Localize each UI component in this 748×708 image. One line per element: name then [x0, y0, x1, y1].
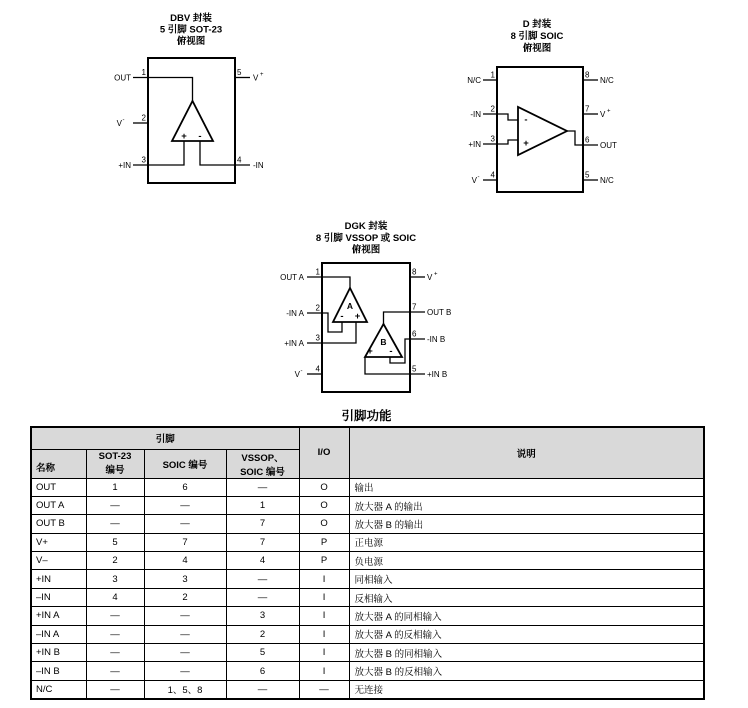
d-title-line1: D 封装: [522, 19, 552, 30]
cell-soic-number: —: [144, 625, 226, 643]
d-pin3-label: +IN: [468, 140, 481, 149]
cell-description: 反相输入: [349, 588, 704, 606]
dbv-pin4-number: 4: [237, 155, 242, 165]
cell-description: 无连接: [349, 680, 704, 698]
d-pin6-number: 6: [585, 135, 590, 145]
dbv-opamp-minus-sign: -: [198, 131, 202, 142]
dbv-pin5-label: V: [253, 73, 259, 83]
d-title-line3: 俯视图: [522, 43, 552, 54]
cell-sot23-number: —: [86, 607, 144, 625]
dgk-pin2-label: -IN A: [286, 309, 304, 318]
d-pin3-number: 3: [490, 134, 495, 144]
sot23-header-line1: SOT-23: [98, 451, 132, 462]
pin-functions-title: 引脚功能: [341, 409, 392, 423]
dbv-pin3-number: 3: [141, 155, 146, 165]
dbv-pin2-label-sup: -: [122, 117, 125, 124]
d-pin2-label: -IN: [470, 110, 481, 119]
cell-description: 同相输入: [349, 570, 704, 588]
sot23-header-line2: 编号: [105, 465, 125, 476]
dgk-package-diagram: [260, 218, 470, 400]
pin-table-body: [31, 478, 704, 699]
pin-table-row: [31, 588, 704, 606]
cell-io: P: [299, 533, 349, 551]
cell-vssop-number: —: [226, 570, 299, 588]
cell-vssop-number: 5: [226, 644, 299, 662]
d-pin2-number: 2: [490, 104, 495, 114]
pin-table-row: [31, 552, 704, 570]
cell-pin-name: –IN: [31, 588, 86, 606]
dgk-opamp-a-plus-sign: +: [354, 311, 361, 322]
cell-description: 负电源: [349, 552, 704, 570]
pin-table-row: [31, 662, 704, 680]
cell-sot23-number: 4: [86, 588, 144, 606]
d-pin8-label: N/C: [600, 76, 614, 85]
cell-io: —: [299, 680, 349, 698]
cell-description: 放大器 B 的输出: [349, 515, 704, 533]
cell-io: I: [299, 644, 349, 662]
dgk-title-line3: 俯视图: [351, 244, 381, 256]
cell-vssop-number: 6: [226, 662, 299, 680]
dbv-title-line2: 5 引脚 SOT-23: [159, 24, 223, 36]
cell-io: I: [299, 662, 349, 680]
dgk-pin6-label: -IN B: [427, 335, 446, 344]
dgk-opamp-b-name: B: [380, 337, 387, 347]
cell-io: O: [299, 478, 349, 496]
d-pin7-label-sup: +: [607, 108, 611, 115]
cell-sot23-number: 2: [86, 552, 144, 570]
d-soic-package-diagram: [450, 8, 640, 203]
cell-pin-name: N/C: [31, 680, 86, 698]
cell-sot23-number: 1: [86, 478, 144, 496]
cell-pin-name: –IN A: [31, 625, 86, 643]
soic-header: SOIC 编号: [144, 449, 226, 478]
d-pin1-number: 1: [490, 70, 495, 80]
cell-soic-number: —: [144, 496, 226, 514]
cell-pin-name: +IN: [31, 570, 86, 588]
d-pin6-label: OUT: [600, 141, 617, 150]
dgk-pin4-number: 4: [315, 364, 320, 374]
vssop-header: [226, 449, 299, 478]
pin-table-row: [31, 570, 704, 588]
dgk-pin1-label: OUT A: [280, 273, 304, 282]
d-opamp-minus-sign: -: [524, 114, 528, 126]
cell-soic-number: —: [144, 644, 226, 662]
dgk-pin3-number: 3: [315, 333, 320, 343]
io-header: I/O: [299, 427, 349, 478]
cell-vssop-number: 7: [226, 533, 299, 551]
dbv-pin1-label: OUT: [114, 73, 131, 83]
dgk-opamp-a-minus-sign: -: [340, 311, 344, 322]
d-pin4-label: V: [471, 176, 477, 185]
cell-vssop-number: 1: [226, 496, 299, 514]
cell-description: 正电源: [349, 533, 704, 551]
cell-description: 放大器 A 的反相输入: [349, 625, 704, 643]
sot23-header: [86, 449, 144, 478]
d-pin5-number: 5: [585, 170, 590, 180]
cell-description: 放大器 A 的输出: [349, 496, 704, 514]
pin-table-row: [31, 533, 704, 551]
dgk-pin6-number: 6: [412, 329, 417, 339]
dbv-pin5-label-sup: +: [260, 72, 264, 78]
cell-soic-number: 3: [144, 570, 226, 588]
cell-pin-name: OUT A: [31, 496, 86, 514]
dgk-pin3-label: +IN A: [284, 339, 304, 348]
dbv-title-line1: DBV 封装: [170, 13, 212, 24]
cell-pin-name: +IN B: [31, 644, 86, 662]
dgk-pin4-label-sup: -: [300, 368, 303, 375]
dgk-pin2-number: 2: [315, 303, 320, 313]
cell-io: O: [299, 496, 349, 514]
cell-description: 放大器 A 的同相输入: [349, 607, 704, 625]
pin-table-row: [31, 625, 704, 643]
pin-functions-table: [30, 426, 705, 700]
dgk-pin4-label: V: [294, 370, 300, 379]
dbv-pin3-label: +IN: [118, 161, 131, 170]
cell-pin-name: OUT B: [31, 515, 86, 533]
dbv-pin2-label: V: [116, 119, 122, 128]
cell-pin-name: –IN B: [31, 662, 86, 680]
cell-vssop-number: 4: [226, 552, 299, 570]
cell-soic-number: —: [144, 607, 226, 625]
cell-description: 放大器 B 的同相输入: [349, 644, 704, 662]
cell-soic-number: 4: [144, 552, 226, 570]
d-opamp-plus-sign: +: [523, 138, 529, 149]
dgk-pin5-label: +IN B: [427, 370, 448, 379]
dgk-package-outline: [322, 263, 410, 392]
d-pin7-number: 7: [585, 104, 590, 114]
description-header: 说明: [349, 427, 704, 478]
d-pin7-label: V: [600, 110, 606, 119]
vssop-header-line2: SOIC 编号: [240, 466, 285, 478]
pin-table-row: [31, 680, 704, 698]
cell-io: I: [299, 570, 349, 588]
cell-description: 放大器 B 的反相输入: [349, 662, 704, 680]
d-pin5-label: N/C: [600, 176, 614, 185]
cell-sot23-number: —: [86, 496, 144, 514]
cell-io: P: [299, 552, 349, 570]
dgk-pin5-number: 5: [412, 364, 417, 374]
cell-sot23-number: —: [86, 625, 144, 643]
dgk-pin7-line: [384, 312, 426, 324]
cell-soic-number: 6: [144, 478, 226, 496]
cell-sot23-number: —: [86, 680, 144, 698]
cell-description: 输出: [349, 478, 704, 496]
cell-vssop-number: 7: [226, 515, 299, 533]
dgk-pin1-number: 1: [315, 267, 320, 277]
dgk-pin7-label: OUT B: [427, 308, 452, 317]
dgk-pin8-label: V: [427, 273, 433, 282]
pin-table-row: [31, 607, 704, 625]
cell-pin-name: OUT: [31, 478, 86, 496]
cell-sot23-number: —: [86, 644, 144, 662]
dgk-title-line1: DGK 封装: [344, 221, 388, 232]
dbv-title-line3: 俯视图: [176, 36, 206, 47]
pin-table-row: [31, 478, 704, 496]
cell-sot23-number: 3: [86, 570, 144, 588]
d-pin8-number: 8: [585, 70, 590, 80]
pin-table-row: [31, 496, 704, 514]
dbv-package-outline: [148, 58, 235, 183]
pin-table-row: [31, 515, 704, 533]
dbv-opamp-plus-sign: +: [181, 131, 187, 142]
dgk-opamp-b-plus-sign: +: [367, 346, 373, 357]
cell-vssop-number: 2: [226, 625, 299, 643]
dbv-pin4-label: -IN: [253, 161, 264, 170]
dbv-pin4-line: [200, 141, 250, 165]
cell-pin-name: V+: [31, 533, 86, 551]
cell-soic-number: 7: [144, 533, 226, 551]
cell-soic-number: 2: [144, 588, 226, 606]
dgk-pin7-number: 7: [412, 302, 417, 312]
dgk-opamp-b-minus-sign: -: [389, 346, 393, 357]
dbv-pin5-number: 5: [237, 68, 242, 77]
dgk-pin6-line: [390, 339, 425, 363]
dgk-pin8-label-sup: +: [434, 271, 438, 278]
cell-sot23-number: —: [86, 662, 144, 680]
d-pin4-number: 4: [490, 170, 495, 180]
dgk-pin1-line: [307, 277, 350, 288]
dbv-pin1-number: 1: [141, 68, 146, 77]
cell-vssop-number: 3: [226, 607, 299, 625]
cell-pin-name: +IN A: [31, 607, 86, 625]
cell-soic-number: —: [144, 662, 226, 680]
d-pin1-label: N/C: [467, 76, 481, 85]
cell-vssop-number: —: [226, 588, 299, 606]
cell-io: I: [299, 607, 349, 625]
cell-pin-name: V–: [31, 552, 86, 570]
d-title-line2: 8 引脚 SOIC: [510, 31, 564, 42]
d-pin3-line: [483, 140, 518, 144]
dgk-title-line2: 8 引脚 VSSOP 或 SOIC: [315, 233, 417, 244]
pin-table-row: [31, 644, 704, 662]
cell-io: I: [299, 588, 349, 606]
d-pin2-line: [483, 114, 518, 120]
d-pin4-label-sup: -: [477, 174, 480, 181]
dbv-package-diagram: [90, 8, 290, 196]
cell-sot23-number: 5: [86, 533, 144, 551]
dbv-pin2-number: 2: [141, 113, 146, 123]
cell-vssop-number: —: [226, 478, 299, 496]
dgk-opamp-a-name: A: [346, 301, 354, 311]
dbv-pin1-line: [133, 78, 193, 102]
dbv-opamp-triangle: [172, 101, 213, 141]
cell-soic-number: —: [144, 515, 226, 533]
d-package-outline: [497, 67, 583, 192]
vssop-header-line1: VSSOP、: [241, 452, 284, 464]
cell-io: O: [299, 515, 349, 533]
cell-sot23-number: —: [86, 515, 144, 533]
cell-soic-number: 1、5、8: [144, 680, 226, 698]
dgk-pin8-number: 8: [412, 267, 417, 277]
pin-group-header: 引脚: [31, 427, 299, 449]
cell-io: I: [299, 625, 349, 643]
cell-vssop-number: —: [226, 680, 299, 698]
name-header: 名称: [31, 449, 86, 478]
